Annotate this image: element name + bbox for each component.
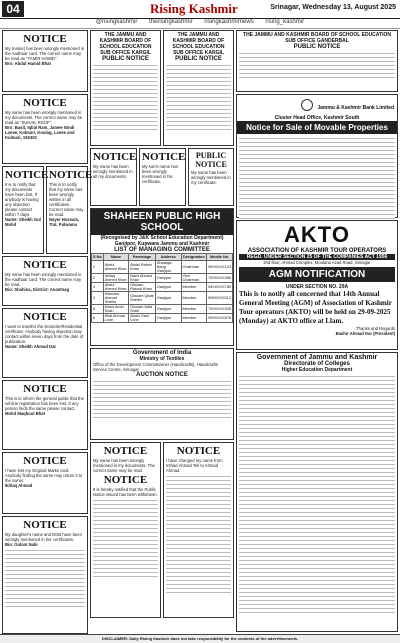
column-right — [236, 30, 398, 632]
table-cell: 4 — [92, 292, 104, 305]
notice-text: My son's name has been wrongly mentioned in his certificate. — [142, 164, 178, 184]
notice-text: My name has been wrongly mentioned in all my documents. — [93, 164, 133, 179]
govt-sub: Ministry of Textiles — [139, 356, 185, 362]
date-line: Srinagar, Wednesday 13, August 2025 — [270, 4, 396, 11]
table-cell: Hilal Ahmad Lone — [103, 314, 128, 323]
notice-title: NOTICE — [23, 97, 67, 109]
bank-notice — [236, 94, 398, 218]
table-cell: Ganjipor — [155, 305, 181, 314]
notice-title: NOTICE — [93, 151, 137, 163]
akto-name: AKTO — [284, 222, 350, 247]
table-cell: Member — [181, 283, 207, 292]
notice-box — [90, 442, 161, 618]
govt-auction-notice — [90, 348, 234, 440]
school-name: SHAHEEN PUBLIC HIGH SCHOOL — [91, 209, 233, 235]
table-row — [92, 274, 233, 283]
table-cell: Ghulam Rasool Khan — [129, 283, 156, 292]
notice-signer: Bio: Shahina, District: Anantnag — [5, 287, 70, 292]
table-header-cell: Parentage — [129, 254, 156, 261]
text-lines — [5, 547, 85, 607]
table-cell: Ghulam Nabi Shah — [129, 305, 156, 314]
notice-box — [2, 516, 88, 634]
column-notices-left — [2, 30, 93, 632]
table-header-cell: S.No — [93, 255, 102, 259]
notice-title: NOTICE — [23, 33, 67, 45]
table-cell: 940XXXX789 — [207, 283, 233, 292]
school-board-notice — [90, 30, 161, 146]
notice-box — [2, 30, 88, 92]
akto-full: ASSOCIATION OF KASHMIR TOUR OPERATORS — [247, 248, 387, 254]
school-board-notice — [236, 30, 398, 92]
notice-text: I want to transfer the Domicile/Residential certificate. Anybody having objection may contact within seven days from the date of publication. — [5, 324, 84, 344]
table-cell: 3 — [92, 283, 104, 292]
govt-head: AUCTION NOTICE — [136, 372, 188, 378]
table-cell: Ganjipor — [155, 292, 181, 305]
table-cell: Ganjipor — [155, 274, 181, 283]
table-cell: Vice Chairman — [181, 274, 207, 283]
notice-text: I have changed my name from Irshad Ahmad Teli to Ahmad Ahmad. — [166, 458, 223, 473]
notice-title: NOTICE — [49, 169, 93, 181]
govt-text: Office of the Development Commissioner (Handicrafts), Handicrafts Service Centre, Srinagar — [93, 362, 218, 372]
table-cell: Khawaja Baug Ganjipor — [155, 261, 181, 274]
board-head: PUBLIC NOTICE — [293, 44, 341, 50]
text-lines — [93, 62, 158, 132]
table-cell: Member — [181, 314, 207, 323]
board-head: PUBLIC NOTICE — [175, 56, 222, 62]
notice-text: My name has been wrongly mentioned in my documents. The correct name may be read as "SUHAIL ROUF". — [5, 110, 83, 125]
table-cell: 700XXXX345 — [207, 305, 233, 314]
board-head: PUBLIC NOTICE — [102, 56, 149, 62]
govt-colleges-notice — [236, 352, 398, 632]
social-handle: risingkashmirnews — [204, 19, 254, 25]
shaheen-school-notice — [90, 208, 234, 346]
table-cell: Ishfaq Ahmed Khan — [104, 274, 127, 282]
notice-text: My name has been wrongly mentioned in my certificate. — [191, 170, 231, 185]
agm-subheading: UNDER SECTION NO. 29A — [285, 284, 349, 290]
govt-head: Higher Education Department — [281, 367, 353, 373]
notice-signer: Bio: Gulam Nabi — [5, 542, 38, 547]
board-title: THE JAMMU AND KASHMIR BOARD OF SCHOOL EDUCATION — [99, 32, 152, 50]
notice-text: My daughter's name and DOB have been wrongly mentioned in her certificates. — [5, 532, 82, 542]
notice-title: NOTICE — [23, 259, 67, 271]
table-cell: Chairman — [181, 261, 207, 274]
social-handle: rising_kashmir — [265, 19, 305, 25]
table-cell: 959XXXX678 — [207, 314, 233, 323]
table-cell: 6 — [92, 314, 104, 323]
school-board-notice — [163, 30, 234, 146]
bank-logo-icon — [301, 99, 313, 111]
notice-text: It is to notify that my documents have been lost. If anybody is having any objection please contact within 7 days. — [5, 182, 39, 217]
table-cell: Member — [181, 292, 207, 305]
social-handle: @risingkashmir — [95, 19, 138, 25]
notice-text: This is to notify that my name has been wrongly written in all certificates. Correct name may be read. — [49, 182, 84, 217]
text-lines — [239, 373, 395, 613]
board-sub: SUB OFFICE KARGIL — [173, 50, 224, 56]
column-middle — [90, 30, 234, 632]
table-cell: Abdul Rahim Khan — [129, 261, 156, 274]
notice-signer: Bro: Abdul Hamid Bhat — [5, 61, 51, 66]
board-sub: SUB OFFICE GANDERBAL — [285, 38, 349, 44]
disclaimer-footer: DISCLAIMER: Daily Rising Kashmir does not take responsibility for the contents of the advertisements. — [0, 634, 400, 643]
notice-title: NOTICE — [103, 474, 148, 486]
agm-signer: Bashir Ahmad Dar (President) — [335, 331, 395, 336]
notice-signer: Name: Sheikh Gul Mohd — [5, 217, 41, 227]
notice-title: NOTICE — [23, 311, 67, 323]
notice-signer: Name: Sheikh Ahmad Dar — [5, 344, 57, 349]
notice-box — [188, 148, 234, 206]
agm-heading: AGM NOTIFICATION — [239, 267, 395, 282]
bank-sub: Cluster Head Office, Kashmir South — [274, 115, 360, 121]
notice-text: My name has been wrongly mentioned in my documents. The correct name may be read. — [93, 458, 155, 473]
akto-address: 2nd floor, Ahmad Complex, Moulana Azad Road, Srinagar — [263, 260, 371, 265]
table-cell: Manzoor Ahmad Sheikh — [103, 292, 128, 305]
govt-sub: Directorate of Colleges — [284, 361, 350, 367]
notice-title: PUBLIC NOTICE — [195, 151, 227, 169]
board-title: THE JAMMU AND KASHMIR BOARD OF SCHOOL EDUCATION — [243, 32, 391, 38]
notice-box — [2, 94, 88, 164]
table-cell: Ganjipor — [155, 314, 181, 323]
table-cell: 906XXXX012 — [207, 292, 233, 305]
notice-title: NOTICE — [23, 383, 67, 395]
table-row — [92, 305, 233, 314]
table-cell: 1 — [92, 261, 104, 274]
notice-text: My (name) has been wrongly mentioned in the Aadhaar card. The correct name may be read as "YAMIR HAMID" — [5, 46, 85, 61]
notice-signer: Mohd Maqbool Bhat — [5, 411, 46, 416]
bank-title: Notice for Sale of Movable Properties — [237, 121, 397, 134]
table-header-cell: Mobile No. — [207, 254, 233, 261]
notice-signer: Ikhlaq Ahmad — [5, 483, 33, 488]
agm-text: This is to notify all concerned that 14th Annual General Meeting (AGM) of Association of Kashmir Tour operators (AKTO) will be held on 29-09-2025 (Monday) at AKTO office at Llam. — [239, 290, 392, 325]
notice-box — [163, 442, 234, 618]
table-cell: 5 — [92, 305, 104, 314]
text-lines — [166, 473, 231, 593]
bank-name: Jammu & Kashmir Bank Limited — [317, 105, 394, 111]
govt-title: Government of India — [132, 350, 192, 356]
committee-table — [91, 253, 233, 323]
masthead — [0, 0, 400, 19]
table-cell: Abdul Ahmed Khan — [103, 261, 128, 274]
school-address: Ganjipor, Kupwara Jammu and Kashmir — [114, 241, 210, 247]
text-lines — [93, 497, 158, 577]
notice-title: NOTICE — [103, 445, 148, 457]
school-recognition: (Recognised by J&K School Education Department) — [100, 235, 224, 241]
notice-title: NOTICE — [176, 445, 221, 457]
table-cell: 700XXXX456 — [207, 274, 233, 283]
notice-box — [2, 166, 49, 254]
akto-reg: REGD. UNDER SECTION 25 OF THE COMPANIES ACT 1956 — [239, 254, 395, 260]
notice-title: NOTICE — [23, 519, 67, 531]
table-cell: Ganjipor — [155, 283, 181, 292]
table-cell: Abdul Gani Lone — [129, 314, 156, 323]
notice-title: NOTICE — [5, 169, 49, 181]
table-cell: 2 — [92, 274, 104, 283]
board-title: THE JAMMU AND KASHMIR BOARD OF SCHOOL EDUCATION — [172, 32, 225, 50]
notice-title: NOTICE — [142, 151, 186, 163]
text-lines — [239, 50, 395, 80]
table-header-cell: Name — [103, 254, 128, 261]
table-cell: Ghulam Qadir Sheikh — [129, 292, 156, 305]
social-handle: therisingkashmir — [149, 19, 193, 25]
table-row — [92, 314, 233, 323]
notice-title: NOTICE — [23, 455, 67, 467]
notice-box — [2, 256, 88, 306]
paper-name: Rising Kashmir — [150, 1, 238, 16]
notice-box — [139, 148, 186, 206]
table-cell: 990XXXX123 — [207, 261, 233, 274]
table-row — [92, 292, 233, 305]
table-header-cell: Address — [155, 254, 181, 261]
agm-sign: Thanks and Regards — [356, 326, 395, 331]
text-lines — [166, 62, 231, 132]
text-lines — [239, 135, 395, 221]
notice-box — [2, 380, 88, 450]
page-number: 04 — [2, 1, 24, 17]
table-cell: Mohd Amin Shah — [103, 305, 128, 314]
notice-box — [46, 166, 93, 254]
text-lines — [93, 378, 231, 418]
notice-text: It is hereby notified that the Public Notice issued has been withdrawn. — [93, 487, 158, 497]
committee-heading: LIST OF MANAGING COMMITTEE — [114, 247, 210, 253]
notice-box — [2, 308, 88, 378]
social-handles — [0, 19, 400, 29]
notice-text: I have lost my Original Marks card. Anybody finding the same may return it to the owner. — [5, 468, 83, 483]
table-row — [92, 261, 233, 274]
akto-notice — [236, 220, 398, 350]
notice-signer: Bro: Basit, Iqbal Ram, Jamee Nindi Lanee, Kolmari, Koulag, Lanee and Kulmari, 192402 — [5, 125, 75, 140]
notice-text: This is to inform the general public that the vehicle registration has been lost. If any person finds the same please contact. — [5, 396, 84, 411]
notice-signer: Nayer Hussain, Tral, Pulwama — [49, 217, 80, 227]
table-cell: Nazir Ahmed Khan — [129, 274, 156, 283]
table-header-cell: Designation — [182, 255, 205, 259]
notice-box — [2, 452, 88, 514]
table-cell: Abdul Ahmed Khan — [104, 283, 127, 291]
notice-text: My name has been wrongly mentioned in the Aadhaar card. The correct name may be read. — [5, 272, 82, 287]
notice-box — [90, 148, 137, 206]
table-row — [92, 283, 233, 292]
govt-title: Government of Jammu and Kashmir — [256, 354, 378, 361]
table-cell: Member — [181, 305, 207, 314]
board-sub: SUB OFFICE KARGIL — [100, 50, 151, 56]
